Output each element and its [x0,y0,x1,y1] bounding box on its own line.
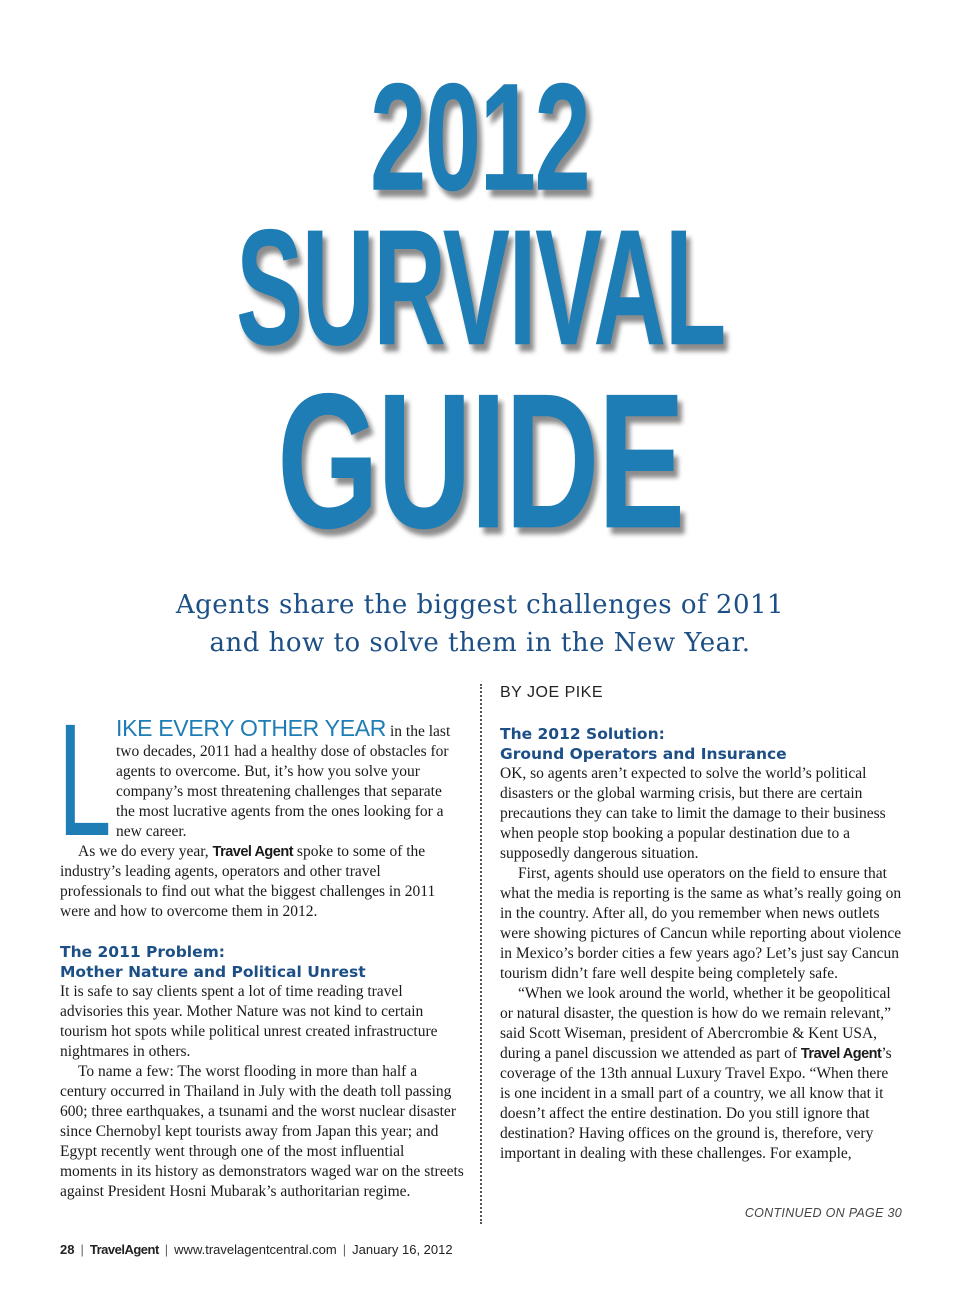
footer-separator: | [80,1242,84,1257]
brand-name: Travel Agent [800,1046,882,1062]
paragraph: It is safe to say clients spent a lot of time reading travel advisories this year. Mother Nature was not kind to certain tourism hot spots while political unrest created infrastructure nightmares in others. [60,983,438,1060]
deck-subtitle [0,586,960,662]
deck-line-1: Agents share the biggest challenges of 2011 [175,590,785,620]
footer-separator: | [342,1242,347,1257]
paragraph: “When we look around the world, whether it be geopolitical or natural disaster, the question is how do we remain relevant,” said Scott Wiseman, president of Abercrombie & Kent USA, during a panel discussion we attended as part of Travel Agent’s coverage of the 13th annual Luxury Travel Expo. “When there is one incident in a small part of a country, we all know that it doesn’t affect the entire destination. Do you still ignore that destination? Having offices on the ground is, therefore, very important in dealing with these challenges. For example, [500,985,892,1162]
issue-date: January 16, 2012 [352,1242,453,1257]
deck-line-2: and how to solve them in the New Year. [209,628,751,658]
intro-paragraph [60,715,464,842]
section-subhead-problem: The 2011 Problem: Mother Nature and Political Unrest [60,943,366,981]
paragraph: To name a few: The worst flooding in more than half a century occurred in Thailand in July with the death toll passing 600; three earthquakes, a tsunami and the worst nuclear disaster since Chernobyl kept tourists away from Japan this year; and Egypt recently went through one of the most influential moments in its history as demonstrators waged war on the streets against President Hosni Mubarak’s authoritarian regime. [60,1063,464,1200]
drop-cap: L [58,690,112,869]
byline: BY JOE PIKE [500,684,604,701]
headline-line-2: SURVIVAL [235,194,725,380]
section-subhead-solution: The 2012 Solution: Ground Operators and Insurance [500,725,787,763]
paragraph: OK, so agents aren’t expected to solve the world’s political disasters or the global warming crisis, but there are certain precautions they can take to limit the damage to their business when people stop booking a popular destination due to a supposedly dangerous situation. [500,765,886,862]
left-column [60,715,464,1202]
headline-line-1: 2012 [370,50,590,223]
brand-name: Travel Agent [212,844,294,860]
website-link[interactable]: www.travelagentcentral.com [174,1242,337,1257]
footer-separator: | [164,1242,169,1257]
intro-text: in the last two decades, 2011 had a healthy dose of obstacles for agents to overcome. But, it’s how you solve your company’s most threatening challenges that separate the most lucrative agents from the ones looking for a new career. [116,723,451,840]
paragraph: First, agents should use operators on the field to ensure that what the media is reporting is the same as what’s really going on in the country. After all, do you remember when news outlets were showing pictures of Cancun while reporting about violence in Mexico’s border cities a few years ago? Let’s just say Cancun tourism didn’t fare well despite being completely safe. [500,865,902,982]
headline-line-3: GUIDE [276,353,684,569]
lead-in: IKE EVERY OTHER YEAR [116,715,387,741]
page-number: 28 [60,1242,75,1257]
magazine-name: TravelAgent [89,1242,159,1257]
column-divider [480,684,482,1224]
right-column [500,724,902,1164]
continued-note: CONTINUED ON PAGE 30 [744,1206,902,1220]
paragraph: As we do every year, Travel Agent spoke to some of the industry’s leading agents, operators and other travel professionals to find out what the biggest challenges in 2011 were and how to overcome them in 2012. [60,843,436,920]
page-footer [60,1242,453,1257]
